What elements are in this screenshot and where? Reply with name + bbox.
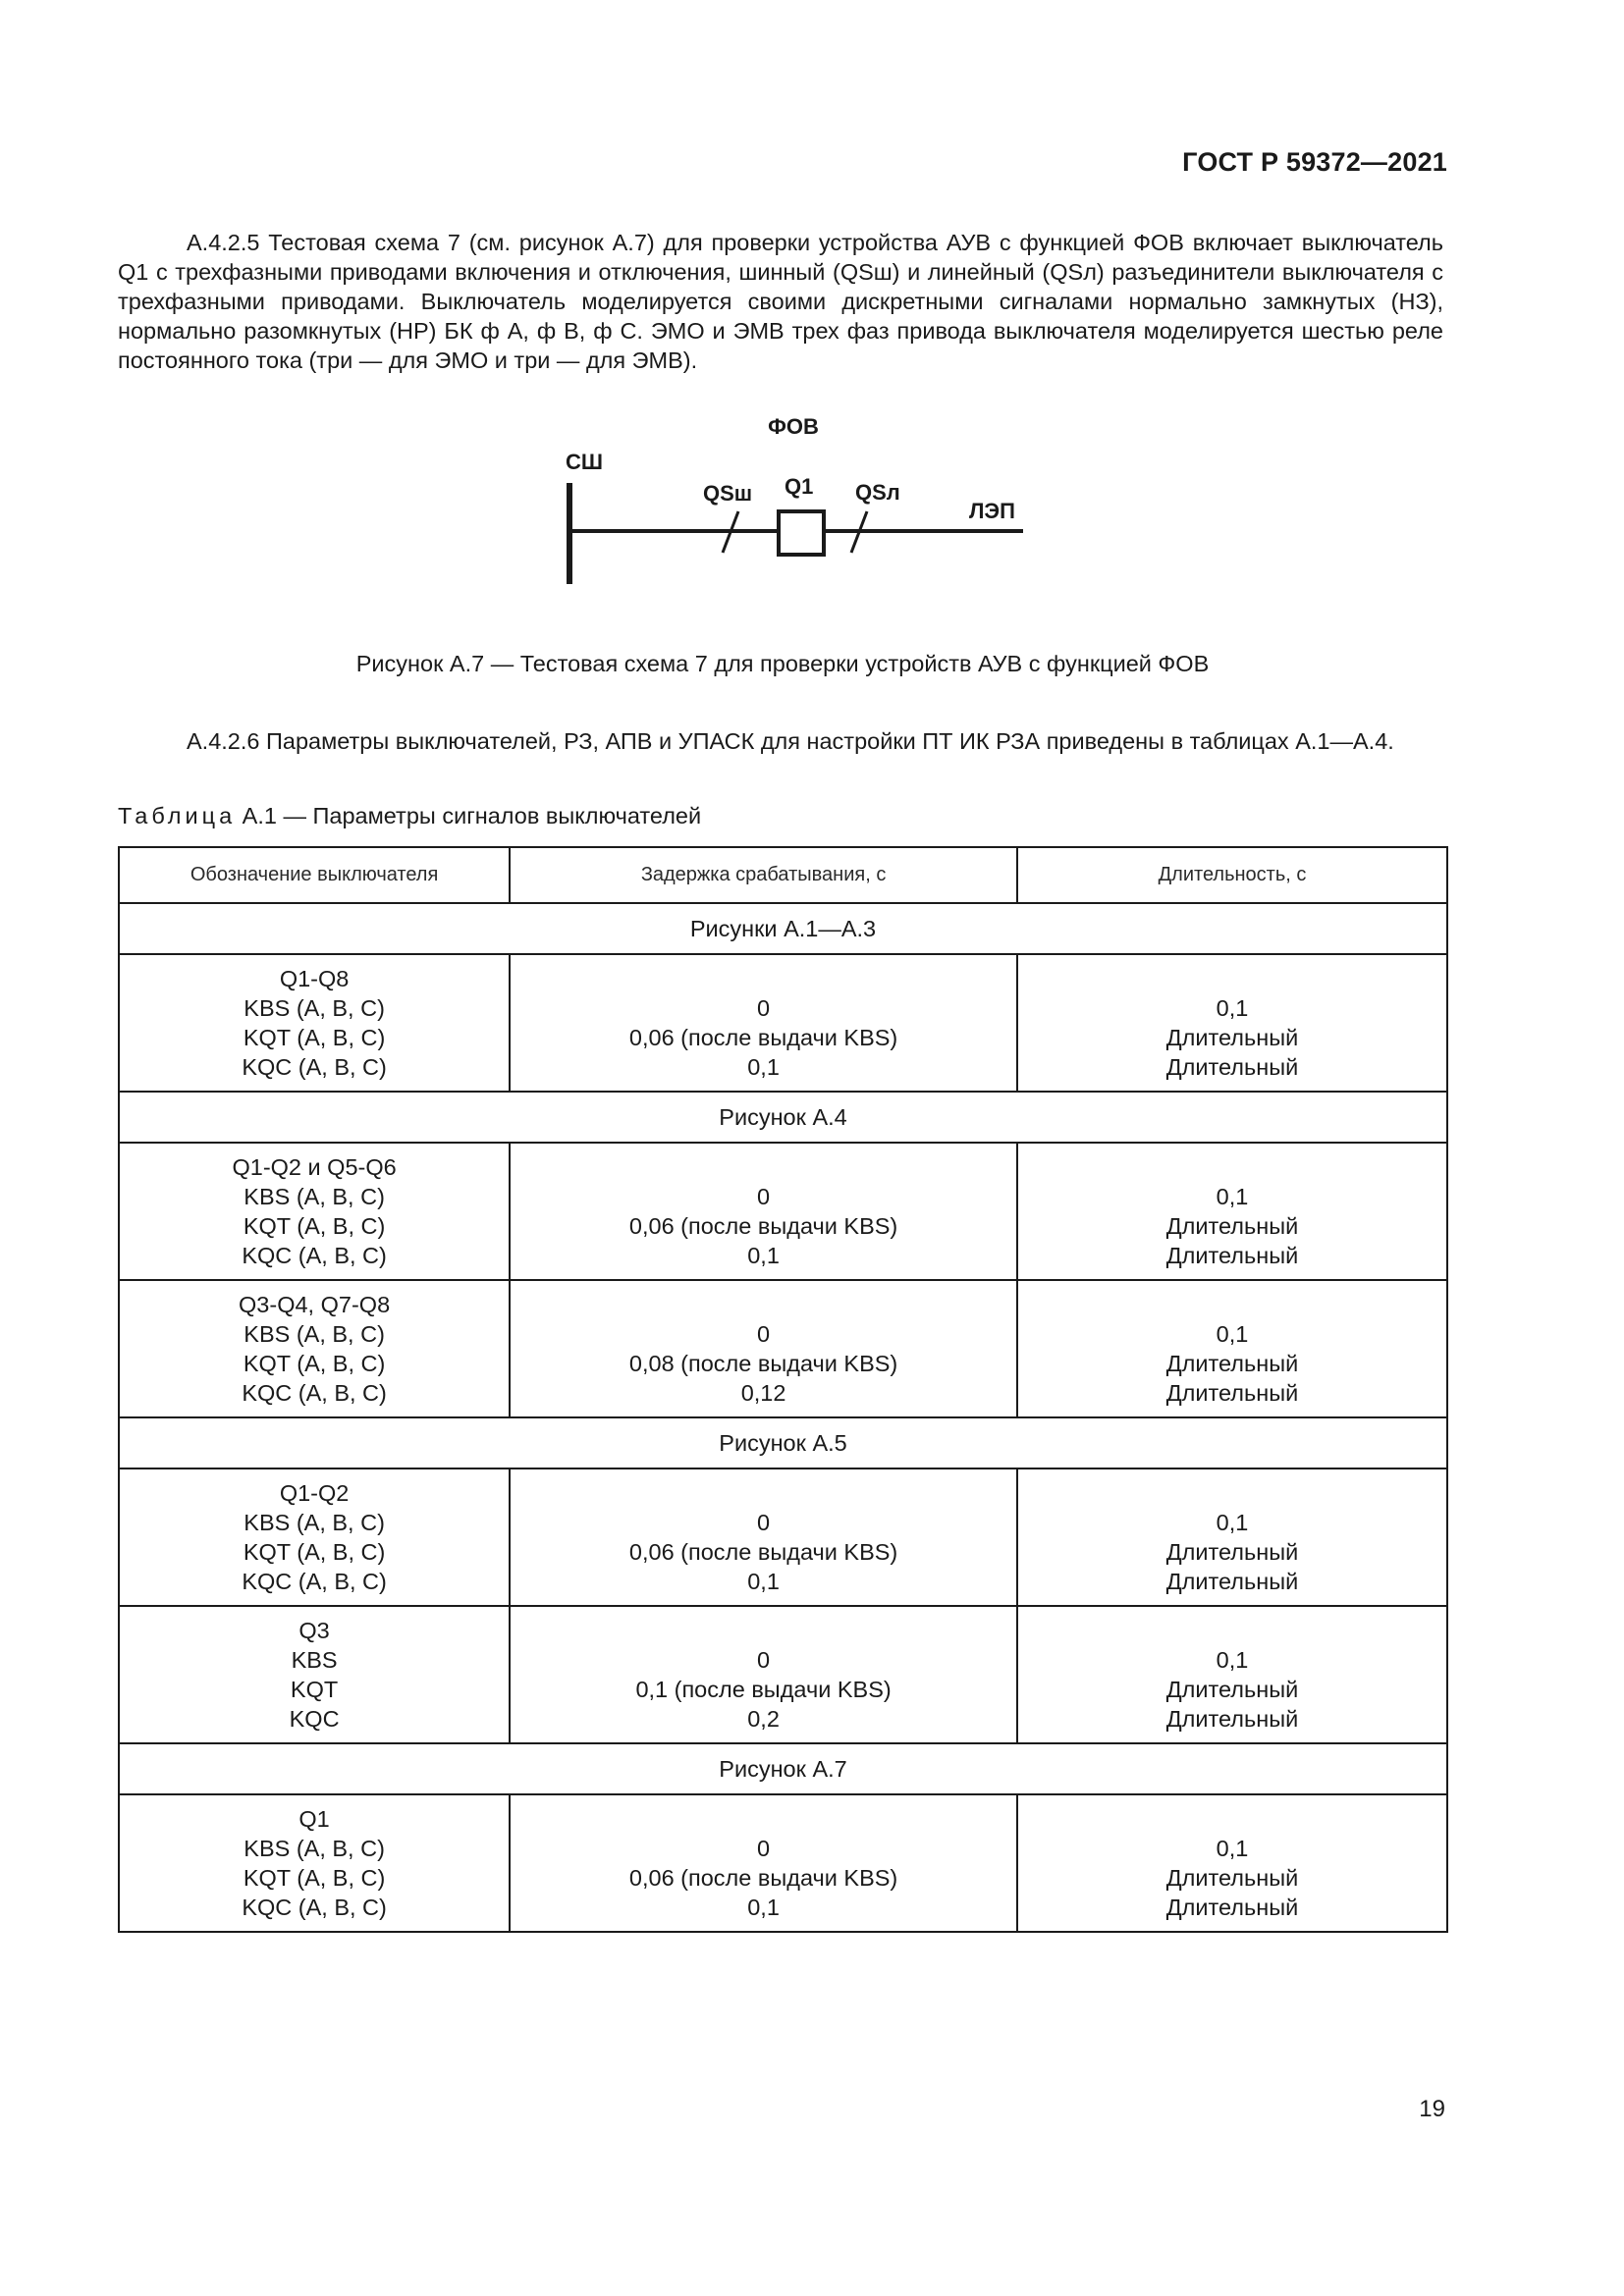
spacer-line <box>514 1804 1012 1834</box>
cell-line: 0,06 (после выдачи KBS) <box>628 1025 898 1050</box>
cell-line: 0 <box>757 1184 771 1209</box>
paragraph-a425 <box>118 228 1443 375</box>
table-row <box>119 1468 1447 1606</box>
breaker-signals-table <box>118 846 1448 1933</box>
duration-cell <box>1017 1794 1447 1932</box>
cell-line: KBS (A, B, C) <box>244 1510 385 1535</box>
cell-line: KBS <box>291 1647 338 1673</box>
cell-line: KQC (A, B, C) <box>242 1054 387 1080</box>
cell-line: 0,1 <box>1216 1184 1249 1209</box>
cell-line: 0,1 <box>1216 1510 1249 1535</box>
duration-cell <box>1017 954 1447 1092</box>
table-title-text: А.1 — Параметры сигналов выключателей <box>236 803 702 828</box>
breaker-designation-cell <box>119 1794 510 1932</box>
cell-line: 0 <box>757 1836 771 1861</box>
spacer-line <box>514 1478 1012 1508</box>
duration-cell <box>1017 1468 1447 1606</box>
cell-line: KBS (A, B, C) <box>244 995 385 1021</box>
disconnector-bus-label: QSш <box>703 481 753 506</box>
figure-caption: Рисунок А.7 — Тестовая схема 7 для проверки устройств АУВ с функцией ФОВ <box>355 651 1210 676</box>
delay-cell <box>510 1143 1017 1280</box>
cell-line: 0,08 (после выдачи KBS) <box>628 1351 898 1376</box>
breaker-designation-cell <box>119 1468 510 1606</box>
cell-line: Длительный <box>1165 1569 1299 1594</box>
table-group-row <box>119 1417 1447 1468</box>
table-title <box>118 803 701 829</box>
cell-line: KQT (A, B, C) <box>243 1213 386 1239</box>
spacer-line <box>1022 1616 1442 1645</box>
duration-cell <box>1017 1143 1447 1280</box>
group-label: Рисунки А.1—А.3 <box>119 903 1447 954</box>
cell-line: Длительный <box>1165 1380 1299 1406</box>
spacer-line <box>1022 1804 1442 1834</box>
cell-line: KQT (A, B, C) <box>243 1539 386 1565</box>
bus-label: СШ <box>566 450 603 474</box>
delay-cell <box>510 1794 1017 1932</box>
cell-line: KQT <box>290 1677 339 1702</box>
cell-line: Длительный <box>1165 1865 1299 1891</box>
group-label: Рисунок А.4 <box>119 1092 1447 1143</box>
cell-line: Q1-Q2 <box>279 1480 350 1506</box>
disconnector-line-label: QSл <box>855 480 900 505</box>
table-row <box>119 1280 1447 1417</box>
line-label: ЛЭП <box>969 499 1015 523</box>
cell-line: KQC (A, B, C) <box>242 1380 387 1406</box>
breaker-designation-cell <box>119 1143 510 1280</box>
cell-line: 0,12 <box>740 1380 786 1406</box>
group-label: Рисунок А.7 <box>119 1743 1447 1794</box>
spacer-line <box>514 1152 1012 1182</box>
column-header: Длительность, с <box>1017 847 1447 903</box>
table-title-prefix: Таблица <box>118 803 237 828</box>
cell-line: Длительный <box>1165 1706 1299 1732</box>
cell-line: 0,06 (после выдачи KBS) <box>628 1213 898 1239</box>
cell-line: 0,1 <box>747 1895 780 1920</box>
table-row <box>119 1794 1447 1932</box>
duration-cell <box>1017 1280 1447 1417</box>
cell-line: 0,1 (после выдачи KBS) <box>635 1677 892 1702</box>
cell-line: Длительный <box>1165 1539 1299 1565</box>
column-header: Задержка срабатывания, с <box>510 847 1017 903</box>
cell-line: KQC (A, B, C) <box>242 1895 387 1920</box>
cell-line: KQT (A, B, C) <box>243 1351 386 1376</box>
cell-line: 0,06 (после выдачи KBS) <box>628 1865 898 1891</box>
cell-line: 0,2 <box>747 1706 780 1732</box>
table-group-row <box>119 1743 1447 1794</box>
cell-line: 0 <box>757 1510 771 1535</box>
delay-cell <box>510 1606 1017 1743</box>
table-group-row <box>119 1092 1447 1143</box>
cell-line: 0 <box>757 1321 771 1347</box>
page-number: 19 <box>1419 2096 1445 2122</box>
diagram-title: ФОВ <box>768 414 819 439</box>
cell-line: 0,1 <box>747 1569 780 1594</box>
breaker-symbol <box>779 511 824 555</box>
column-header: Обозначение выключателя <box>119 847 510 903</box>
cell-line: KBS (A, B, C) <box>244 1184 385 1209</box>
table-row <box>119 1606 1447 1743</box>
cell-line: Длительный <box>1165 1054 1299 1080</box>
cell-line: KQT (A, B, C) <box>243 1865 386 1891</box>
table-body <box>119 903 1447 1932</box>
cell-line: 0,1 <box>1216 1647 1249 1673</box>
spacer-line <box>1022 964 1442 993</box>
breaker-designation-cell <box>119 954 510 1092</box>
cell-line: KQT (A, B, C) <box>243 1025 386 1050</box>
duration-cell <box>1017 1606 1447 1743</box>
cell-line: KQC (A, B, C) <box>242 1569 387 1594</box>
cell-line: Q3-Q4, Q7-Q8 <box>239 1292 391 1317</box>
cell-line: Q1 <box>298 1806 330 1832</box>
delay-cell <box>510 1468 1017 1606</box>
breaker-label: Q1 <box>785 474 814 499</box>
delay-cell <box>510 954 1017 1092</box>
spacer-line <box>514 1290 1012 1319</box>
cell-line: Q1-Q2 и Q5-Q6 <box>232 1154 397 1180</box>
spacer-line <box>514 964 1012 993</box>
paragraph-a426 <box>118 726 1443 756</box>
cell-line: Длительный <box>1165 1243 1299 1268</box>
cell-line: 0,1 <box>1216 995 1249 1021</box>
table-header-row <box>119 847 1447 903</box>
delay-cell <box>510 1280 1017 1417</box>
cell-line: 0,1 <box>747 1243 780 1268</box>
spacer-line <box>1022 1290 1442 1319</box>
cell-line: 0,1 <box>1216 1836 1249 1861</box>
breaker-designation-cell <box>119 1606 510 1743</box>
cell-line: Q1-Q8 <box>279 966 350 991</box>
circuit-diagram <box>530 412 1041 599</box>
group-label: Рисунок А.5 <box>119 1417 1447 1468</box>
cell-line: KQC <box>289 1706 340 1732</box>
cell-line: Длительный <box>1165 1351 1299 1376</box>
cell-line: Длительный <box>1165 1213 1299 1239</box>
spacer-line <box>1022 1478 1442 1508</box>
cell-line: KBS (A, B, C) <box>244 1321 385 1347</box>
cell-line: 0,1 <box>747 1054 780 1080</box>
cell-line: Длительный <box>1165 1025 1299 1050</box>
breaker-designation-cell <box>119 1280 510 1417</box>
cell-line: Q3 <box>298 1618 330 1643</box>
cell-line: 0 <box>757 995 771 1021</box>
spacer-line <box>514 1616 1012 1645</box>
table-row <box>119 1143 1447 1280</box>
cell-line: 0 <box>757 1647 771 1673</box>
cell-line: KQC (A, B, C) <box>242 1243 387 1268</box>
cell-line: 0,06 (после выдачи KBS) <box>628 1539 898 1565</box>
paragraph-a425-text: А.4.2.5 Тестовая схема 7 (см. рисунок А.7) для проверки устройства АУВ с функцией ФОВ включает выключатель Q1 с трехфазными приводами включения и отключения, шинный (QSш) и линейный (QSл) разъединители выключателя с трехфазными приводами. Выключатель моделируется своими дискретными сигналами нормально замкнутых (НЗ), нормально разомкнутых (НР) БК ф А, ф В, ф С. ЭМО и ЭМВ трех фаз привода выключателя моделируется шестью реле постоянного тока (три — для ЭМО и три — для ЭМВ). <box>118 230 1443 373</box>
circuit-diagram-svg <box>530 412 1041 599</box>
cell-line: 0,1 <box>1216 1321 1249 1347</box>
document-id-header: ГОСТ Р 59372—2021 <box>1182 147 1447 177</box>
paragraph-a426-text: А.4.2.6 Параметры выключателей, РЗ, АПВ и УПАСК для настройки ПТ ИК РЗА приведены в таблицах А.1—А.4. <box>187 728 1394 754</box>
spacer-line <box>1022 1152 1442 1182</box>
cell-line: Длительный <box>1165 1895 1299 1920</box>
table-group-row <box>119 903 1447 954</box>
table-row <box>119 954 1447 1092</box>
cell-line: Длительный <box>1165 1677 1299 1702</box>
cell-line: KBS (A, B, C) <box>244 1836 385 1861</box>
